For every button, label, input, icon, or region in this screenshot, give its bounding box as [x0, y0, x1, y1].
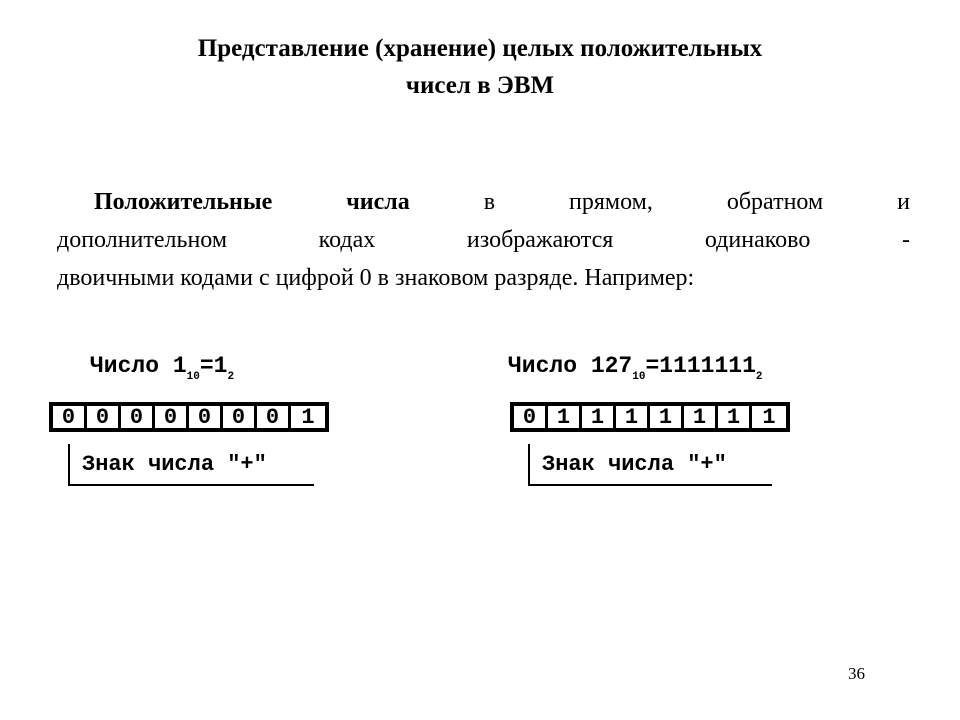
binary-value: 1111111	[659, 353, 756, 379]
label-prefix: Число	[508, 353, 591, 379]
bit-cell: 1	[301, 404, 315, 430]
bit-cell: 0	[223, 406, 257, 428]
paragraph-word: кодах	[318, 227, 376, 253]
bit-cell: 0	[514, 406, 548, 428]
equals-sign: =	[199, 353, 214, 379]
slide-title-line-1: Представление (хранение) целых положительных	[197, 35, 763, 62]
body-paragraph	[57, 183, 910, 297]
paragraph-line-1	[57, 183, 910, 221]
paragraph-word: одинаково	[704, 227, 811, 253]
paragraph-line-3: двоичными кодами с цифрой 0 в знаковом разряде. Например:	[57, 265, 695, 291]
bit-cell: 1	[718, 406, 752, 428]
bit-cell: 1	[582, 406, 616, 428]
bit-cell: 1	[548, 406, 582, 428]
decimal-base: 10	[632, 371, 646, 383]
bit-cell: 0	[257, 406, 291, 428]
paragraph-word: в	[483, 189, 496, 215]
decimal-value: 127	[590, 353, 633, 379]
bit-register	[510, 402, 790, 432]
slide-title	[80, 30, 880, 104]
bit-cell: 1	[650, 406, 684, 428]
bit-cell: 0	[121, 406, 155, 428]
sign-bit-label: Знак числа "+"	[528, 444, 772, 486]
paragraph-word: изображаются	[466, 227, 614, 253]
bit-cell: 1	[616, 406, 650, 428]
example-label	[508, 352, 763, 391]
paragraph-word: обратном	[726, 189, 824, 215]
bit-cell: 0	[155, 406, 189, 428]
paragraph-word: Положительные	[94, 189, 273, 215]
paragraph-line-2	[57, 221, 910, 259]
example-label	[90, 352, 234, 391]
paragraph-word: дополнительном	[57, 227, 228, 253]
binary-base: 2	[227, 371, 235, 383]
paragraph-word: и	[897, 189, 910, 215]
binary-value: 1	[213, 353, 228, 379]
bit-cell: 1	[684, 406, 718, 428]
bit-cell: 1	[762, 404, 776, 430]
slide-title-line-2: чисел в ЭВМ	[405, 72, 555, 99]
bit-register	[49, 402, 329, 432]
label-prefix: Число	[90, 353, 173, 379]
bit-cell: 0	[53, 406, 87, 428]
sign-bit-label: Знак числа "+"	[68, 444, 314, 486]
paragraph-word: прямом,	[569, 189, 653, 215]
bit-cell: 0	[189, 406, 223, 428]
binary-base: 2	[755, 371, 763, 383]
page-number: 36	[848, 664, 865, 683]
paragraph-word: числа	[346, 189, 410, 215]
paragraph-word: -	[901, 227, 910, 253]
equals-sign: =	[645, 353, 660, 379]
bit-cell: 0	[87, 406, 121, 428]
decimal-value: 1	[172, 353, 187, 379]
decimal-base: 10	[186, 371, 200, 383]
